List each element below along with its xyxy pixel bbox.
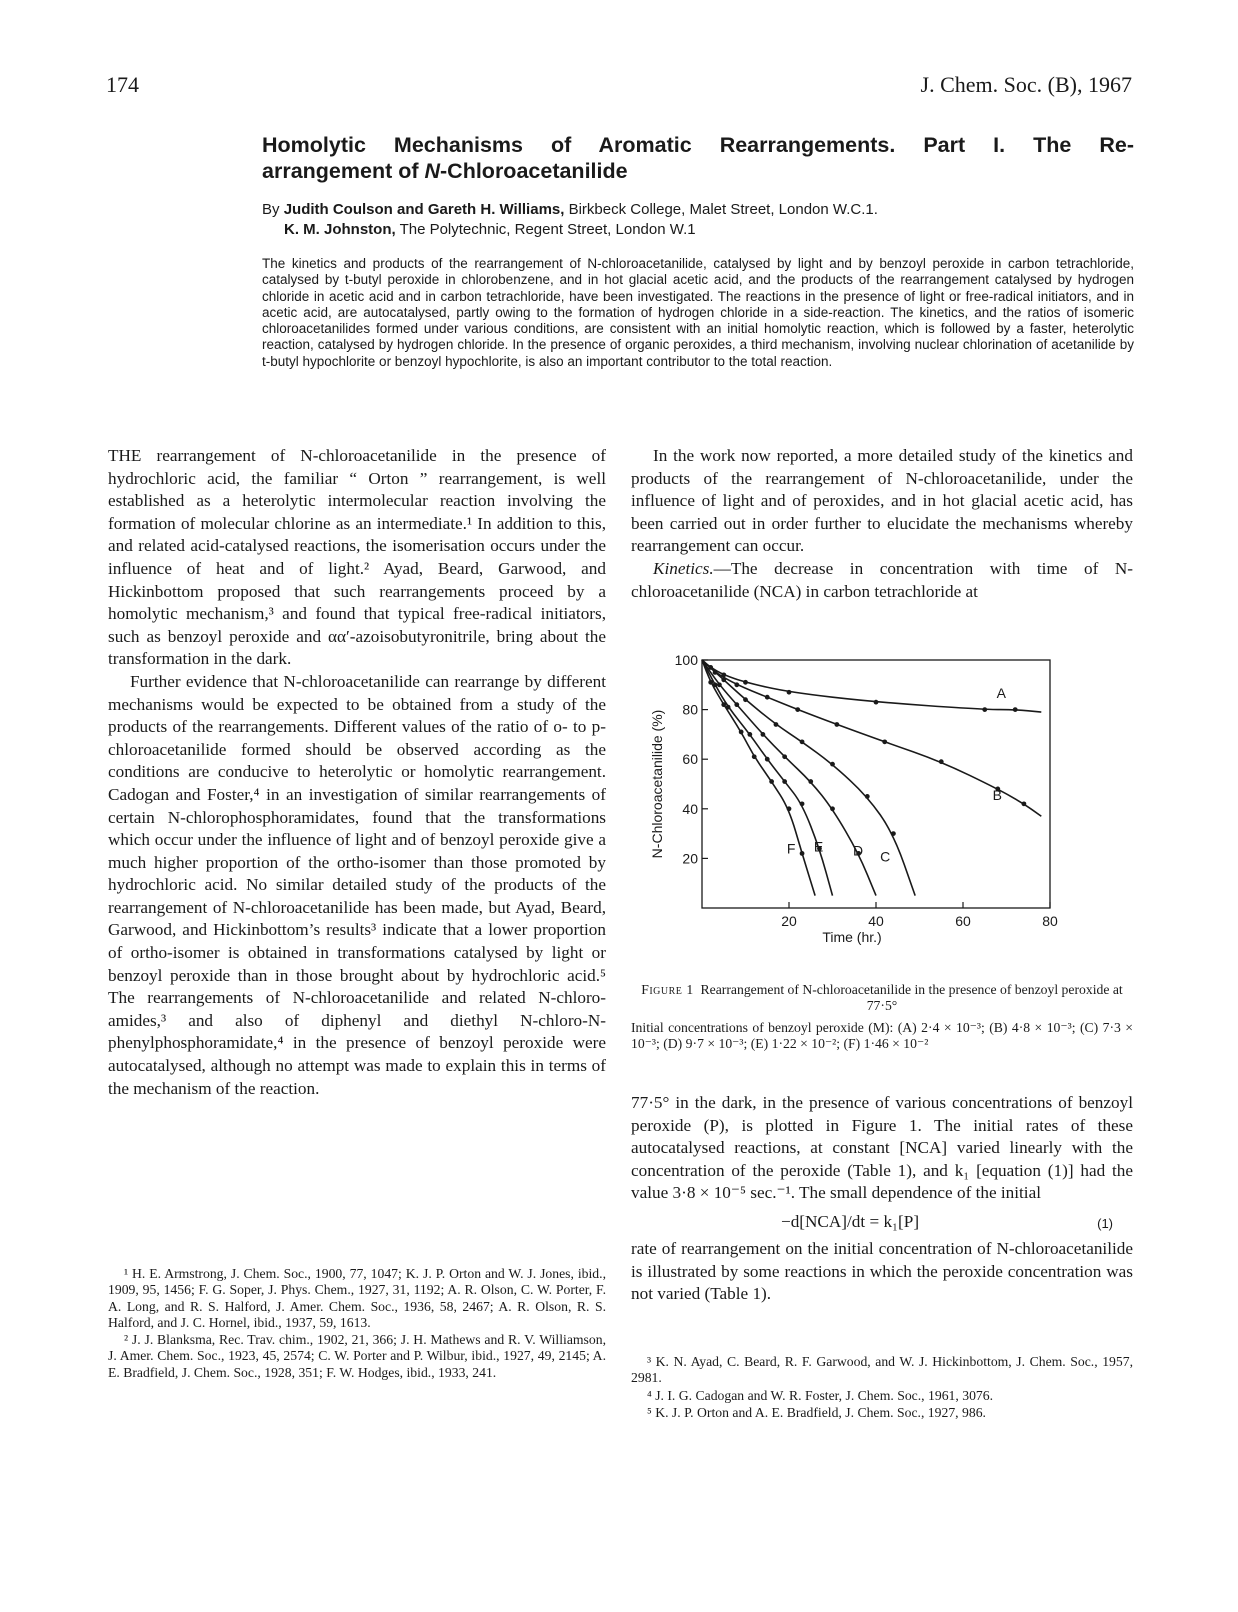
x-axis-label: Time (hr.) (822, 929, 882, 945)
series-line-F (702, 660, 815, 896)
chart-svg (640, 650, 1090, 980)
data-point-F (800, 851, 805, 856)
footnote-3: ³ K. N. Ayad, C. Beard, R. F. Garwood, and W. J. Hickinbottom, J. Chem. Soc., 1957, 2981. (631, 1354, 1133, 1386)
data-point-F (708, 680, 713, 685)
body-column-right-bottom (631, 1092, 1133, 1241)
footnote-4: ⁴ J. I. G. Cadogan and W. R. Foster, J. Chem. Soc., 1961, 3076. (647, 1387, 994, 1403)
data-point-E (782, 779, 787, 784)
data-point-C (774, 722, 779, 727)
figure-note: Initial concentrations of benzoyl peroxide (M): (A) 2·4 × 10⁻³; (B) 4·8 × 10⁻³; (C) 7·3 × 10⁻³; (D) 9·7 × 10⁻³; (E) 1·22 × 10⁻²; (F) 1·46 × 10⁻² (631, 1020, 1133, 1052)
paragraph-intro: THE rearrangement of N-chloroacetanilide in the presence of hydrochloric acid, the familiar “ Orton ” rearrangement, is well established as a heterolytic intermolecular reaction involving the formation of molecular chlorine as an intermediate.¹ In addition to this, and related acid-catalysed reactions, the isomerisation occurs under the influence of heat and of light.² Ayad, Beard, Garwood, and Hickinbottom proposed that such rearrangements proceed by a homolytic mechanism,³ and found that typical free-radical initiators, such as benzoyl peroxide and αα′-azoisobutyronitrile, bring about the transformation in the dark. (108, 446, 606, 669)
data-point-C (830, 762, 835, 767)
data-point-A (982, 707, 987, 712)
data-point-E (765, 757, 770, 762)
footnote-2: ² J. J. Blanksma, Rec. Trav. chim., 1902, 21, 366; J. H. Mathews and R. V. Williamson, J. Amer. Chem. Soc., 1923, 45, 2574; C. W. Porter and P. Wilbur, ibid., 1927, 49, 2145; A. E. Bradfield, J. Chem. Soc., 1928, 351; F. W. Hodges, ibid., 1933, 241. (108, 1332, 606, 1380)
data-point-D (717, 682, 722, 687)
equation-number: (1) (1097, 1215, 1113, 1231)
data-point-B (734, 682, 739, 687)
x-tick-label: 20 (781, 913, 797, 929)
data-point-D (808, 779, 813, 784)
body-column-right-top (631, 445, 1133, 603)
data-point-A (1013, 707, 1018, 712)
data-point-A (874, 700, 879, 705)
x-tick-label: 40 (868, 913, 884, 929)
y-axis-label: N-Chloroacetanilide (%) (649, 709, 665, 859)
data-point-D (761, 732, 766, 737)
x-tick-label: 80 (1042, 913, 1058, 929)
figure-caption-text: Rearrangement of N-chloroacetanilide in the presence of benzoyl peroxide at 77·5° (700, 982, 1123, 1013)
data-point-C (721, 677, 726, 682)
title-line-1: Homolytic Mechanisms of Aromatic Rearrangements. Part I. The Re- (262, 133, 1134, 157)
article-title (262, 132, 1134, 184)
data-point-C (743, 697, 748, 702)
author-line-1: By Judith Coulson and Gareth H. Williams, Birkbeck College, Malet Street, London W.C.1. (262, 201, 878, 218)
footnote-1: ¹ H. E. Armstrong, J. Chem. Soc., 1900, 77, 1047; K. J. P. Orton and W. J. Jones, ibid., 1909, 95, 1456; F. G. Soper, J. Phys. Chem., 1927, 31, 1192; A. R. Olson, C. W. Porter, F. A. Long, and R. S. Halford, J. Amer. Chem. Soc., 1936, 58, 2467; A. R. Olson, R. S. Halford, and J. C. Hornel, ibid., 1937, 59, 1613. (108, 1266, 606, 1330)
data-point-D (830, 806, 835, 811)
data-point-E (747, 732, 752, 737)
figure-1-chart (640, 650, 1090, 980)
author-line-2: K. M. Johnston, The Polytechnic, Regent Street, London W.1 (284, 221, 696, 238)
x-tick-label: 60 (955, 913, 971, 929)
series-label-F: F (786, 840, 796, 857)
equation-line (631, 1205, 1133, 1241)
series-label-E: E (813, 838, 824, 855)
data-point-B (882, 739, 887, 744)
journal-header: J. Chem. Soc. (B), 1967 (920, 72, 1132, 97)
page-number: 174 (106, 72, 139, 97)
body-column-right-bottom-2 (631, 1238, 1133, 1306)
paragraph-kinetics: Kinetics.—The decrease in concentration with time of N-chloroacetanilide (NCA) in carbon tetrachloride at (631, 558, 1133, 601)
series-line-A (702, 660, 1041, 712)
data-point-F (769, 779, 774, 784)
data-point-F (721, 702, 726, 707)
data-point-F (787, 806, 792, 811)
data-point-C (865, 794, 870, 799)
data-point-D (782, 754, 787, 759)
footnotes-right (631, 1354, 1133, 1422)
data-point-C (891, 831, 896, 836)
series-label-C: C (880, 848, 891, 865)
data-point-B (1022, 801, 1027, 806)
data-point-D (734, 702, 739, 707)
data-point-A (787, 690, 792, 695)
data-point-F (739, 730, 744, 735)
data-point-C (800, 739, 805, 744)
data-point-B (765, 695, 770, 700)
y-tick-label: 60 (682, 751, 698, 768)
paragraph-further-evidence: Further evidence that N-chloroacetanilide can rearrange by different mechanisms would be expected to be obtained from a study of the products of the rearrangements. Different values of the ratio of o- to p-chloroacetanilide formed should be observed according as the conditions are conducive to heterolytic or homolytic rearrangement. Cadogan and Foster,⁴ in an investigation of similar rearrangements of certain N-chlorophosphoramidates, found that the transformations which occur under the influence of light and of benzoyl peroxide give a much higher proportion of the ortho-isomer than those promoted by hydrochloric acid. No similar detailed study of the products of the rearrangement of N-chloroacetanilide has been made, but Ayad, Beard, Garwood, and Hickinbottom’s results³ indicate that a lower proportion of ortho-isomer is obtained in transformations catalysed by light or benzoyl peroxide than in those brought about by hydrochloric acid.⁵ The rearrangements of N-chloroacetanilide and related N-chloro-amides,³ and also of diphenyl and diethyl N-chloro-N-phenylphosphoramidate,⁴ in the presence of benzoyl peroxide were autocatalysed, although no attempt was made to explain this in terms of the mechanism of the reaction. (108, 671, 606, 1098)
paragraph-present-work: In the work now reported, a more detailed study of the kinetics and products of the rearrangement of N-chloroacetanilide, under the influence of light and of peroxides, and in hot glacial acetic acid, has been carried out in order further to elucidate the mechanisms whereby rearrangement can occur. (631, 446, 1133, 556)
paragraph-rate-dependence: rate of rearrangement on the initial concentration of N-chloroacetanilide is illustrated by some reactions in which the peroxide concentration was not varied (Table 1). (631, 1239, 1133, 1304)
figure-caption (631, 982, 1133, 1014)
y-tick-label: 20 (682, 850, 698, 867)
abstract: The kinetics and products of the rearrangement of N-chloroacetanilide, catalysed by light and by benzoyl peroxide in carbon tetrachloride, catalysed by t-butyl peroxide in chlorobenzene, and in hot glacial acetic acid, and the products of the rearrangement catalysed by hydrogen chloride in acetic acid and in carbon tetrachloride, have been investigated. The reactions in the presence of light or free-radical initiators, and in acetic acid, are autocatalysed, partly owing to the formation of hydrogen chloride in a side-reaction. The kinetics, and the ratios of isomeric chloroacetanilides formed under various conditions, are consistent with an initial homolytic reaction, which is followed by a faster, heterolytic reaction, catalysed by hydrogen chloride. In the presence of organic peroxides, a third mechanism, involving nuclear chlorination of acetanilide by t-butyl hypochlorite or benzoyl hypochlorite, is also an important contributor to the total reaction. (262, 256, 1134, 369)
y-tick-label: 100 (674, 652, 698, 668)
footnote-5: ⁵ K. J. P. Orton and A. E. Bradfield, J. Chem. Soc., 1927, 986. (647, 1404, 986, 1420)
series-label-D: D (852, 842, 864, 859)
data-point-F (752, 754, 757, 759)
series-label-B: B (992, 787, 1002, 804)
data-point-E (800, 801, 805, 806)
footnotes-left (108, 1266, 606, 1382)
paragraph-rates: 77·5° in the dark, in the presence of various concentrations of benzoyl peroxide (P), is plotted in Figure 1. The initial rates of these autocatalysed reactions, at constant [NCA] varied linearly with the concentration of the peroxide (Table 1), and k₁ [equation (1)] had the value 3·8 × 10⁻⁵ sec.⁻¹. The small dependence of the initial (631, 1093, 1133, 1203)
equation-1: −d[NCA]/dt = k₁[P] (781, 1211, 920, 1231)
data-point-B (795, 707, 800, 712)
y-tick-label: 40 (682, 800, 698, 817)
body-column-left (108, 445, 606, 1100)
y-tick-label: 80 (682, 701, 698, 718)
data-point-B (834, 722, 839, 727)
series-line-D (702, 660, 876, 896)
title-line-2: arrangement of N-Chloroacetanilide (262, 159, 628, 183)
series-label-A: A (996, 685, 1006, 702)
data-point-B (939, 759, 944, 764)
author-block (262, 200, 1162, 240)
figure-label: Figure 1 (641, 982, 694, 997)
data-point-A (743, 680, 748, 685)
